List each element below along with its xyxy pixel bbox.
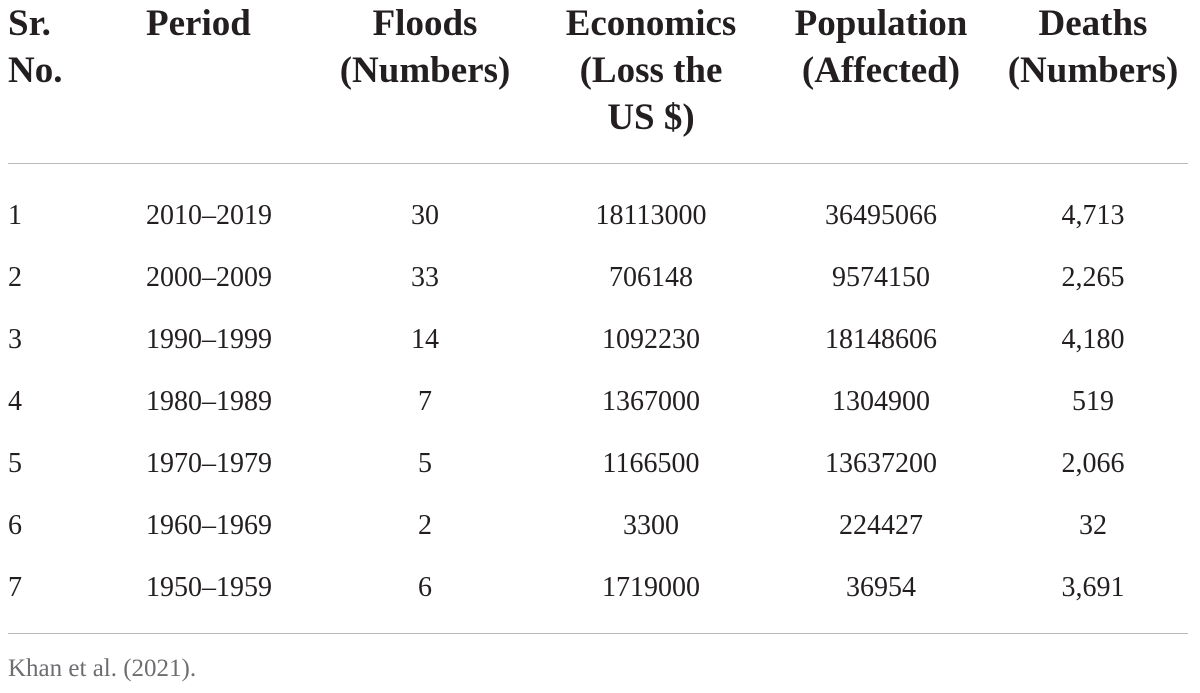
cell-population: 18148606 — [825, 324, 937, 355]
cell-floods: 33 — [411, 262, 439, 293]
cell-deaths: 4,713 — [1061, 200, 1125, 231]
cell-floods: 2 — [418, 510, 432, 541]
cell-economics: 1367000 — [602, 386, 700, 417]
cell-floods: 6 — [418, 572, 432, 603]
table-row — [8, 433, 1188, 495]
header-economics-line: Economics — [565, 3, 737, 44]
cell-economics: 18113000 — [595, 200, 707, 231]
header-floods-line: Floods — [372, 3, 478, 44]
cell-floods: 5 — [418, 448, 432, 479]
flood-data-table — [8, 0, 1188, 603]
cell-sr-no: 2 — [8, 262, 22, 293]
cell-sr-no: 7 — [8, 572, 22, 603]
cell-population: 224427 — [839, 510, 923, 541]
cell-population: 9574150 — [832, 262, 930, 293]
header-deaths-line: Deaths — [1038, 3, 1148, 44]
header-economics-line: US $) — [607, 97, 695, 138]
cell-economics: 1719000 — [602, 572, 700, 603]
header-population-line: Population — [794, 3, 968, 44]
table-row — [8, 371, 1188, 433]
cell-period: 2010–2019 — [146, 200, 272, 231]
cell-economics: 1092230 — [602, 324, 700, 355]
header-floods-line: (Numbers) — [339, 50, 511, 91]
cell-period: 1970–1979 — [146, 448, 272, 479]
cell-sr-no: 3 — [8, 324, 22, 355]
header-deaths — [998, 0, 1188, 94]
table-footnote: Khan et al. (2021). — [8, 655, 197, 682]
table-row — [8, 247, 1188, 309]
cell-period: 1980–1989 — [146, 386, 272, 417]
cell-deaths: 2,265 — [1061, 262, 1125, 293]
cell-floods: 7 — [418, 386, 432, 417]
cell-deaths: 4,180 — [1061, 324, 1125, 355]
cell-economics: 706148 — [609, 262, 693, 293]
bottom-rule — [8, 633, 1188, 634]
cell-sr-no: 1 — [8, 200, 22, 231]
table-row — [8, 309, 1188, 371]
header-deaths-line: (Numbers) — [1007, 50, 1179, 91]
cell-sr-no: 4 — [8, 386, 22, 417]
cell-period: 1990–1999 — [146, 324, 272, 355]
header-rule — [8, 163, 1188, 164]
cell-economics: 3300 — [623, 510, 679, 541]
header-period — [146, 0, 306, 47]
table-header — [8, 0, 1188, 163]
cell-period: 2000–2009 — [146, 262, 272, 293]
table-row — [8, 495, 1188, 557]
cell-period: 1950–1959 — [146, 572, 272, 603]
cell-deaths: 519 — [1072, 386, 1114, 417]
header-sr-no-line: No. — [8, 50, 63, 91]
header-population-line: (Affected) — [801, 50, 961, 91]
header-sr-no-line: Sr. — [8, 3, 51, 44]
cell-deaths: 3,691 — [1061, 572, 1125, 603]
cell-population: 36954 — [846, 572, 916, 603]
header-period-line: Period — [146, 3, 251, 44]
cell-period: 1960–1969 — [146, 510, 272, 541]
header-economics-line: (Loss the — [579, 50, 723, 91]
header-floods — [320, 0, 530, 94]
header-sr-no — [8, 0, 98, 94]
cell-population: 1304900 — [832, 386, 930, 417]
cell-floods: 30 — [411, 200, 439, 231]
cell-population: 36495066 — [825, 200, 937, 231]
cell-deaths: 2,066 — [1061, 448, 1125, 479]
header-economics — [540, 0, 762, 141]
cell-floods: 14 — [411, 324, 439, 355]
cell-sr-no: 5 — [8, 448, 22, 479]
table-row — [8, 557, 1188, 619]
cell-economics: 1166500 — [602, 448, 700, 479]
cell-population: 13637200 — [825, 448, 937, 479]
cell-sr-no: 6 — [8, 510, 22, 541]
table-row — [8, 185, 1188, 247]
header-population — [770, 0, 992, 94]
cell-deaths: 32 — [1079, 510, 1107, 541]
